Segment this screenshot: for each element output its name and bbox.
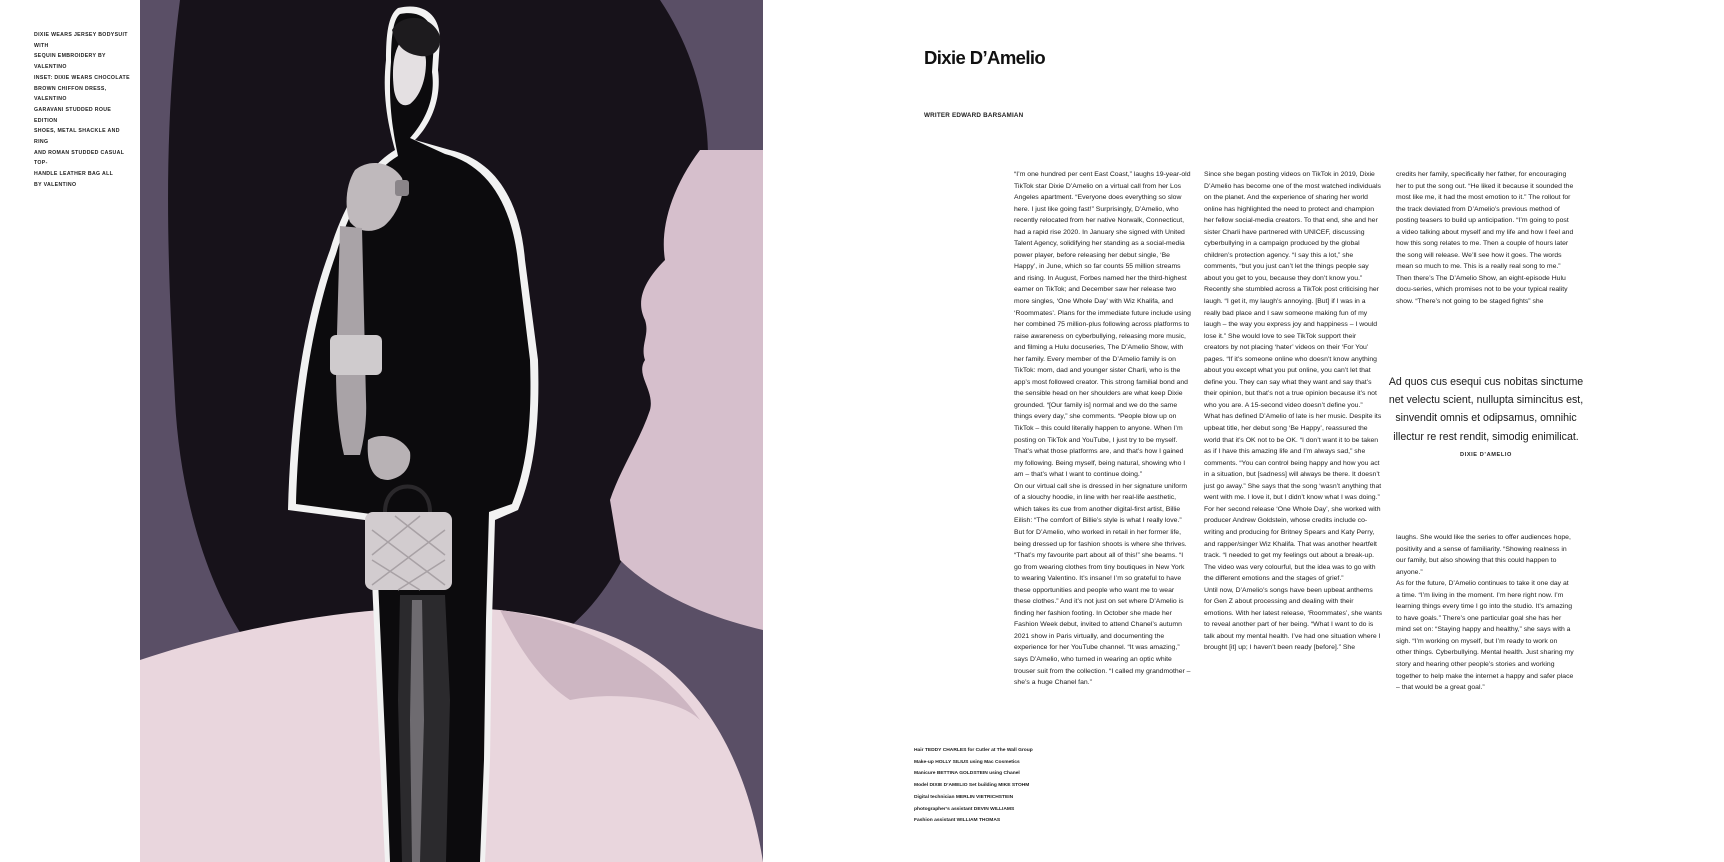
article-column-2 <box>1204 169 1382 654</box>
caption-line: DIXIE WEARS JERSEY BODYSUIT WITH <box>34 32 128 49</box>
caption-line: SHOES, METAL SHACKLE AND RING <box>34 128 120 146</box>
pull-quote-attribution: DIXIE D’AMELIO <box>1460 451 1512 458</box>
figure-ring <box>395 180 409 196</box>
pull-quote <box>1386 373 1586 458</box>
right-page <box>862 0 1724 862</box>
figure-legs <box>398 595 450 862</box>
article-paragraph: What has defined D’Amelio of late is her music. Despite its upbeat title, her debut song ‘Be Happy’, reassured the world that it’s OK not to be OK. “I don’t want it to be taken as if I have this amazing life and I’m always sad,” she comments. “You can control being happy and how you act in a situation, but [sadness] will always be there. It doesn’t just go away.” She says that the song ‘wasn’t anything that went with me. I love it, but I didn’t know what I was doing.” For her second release ‘One Whole Day’, she worked with producer Andrew Goldstein, whose credits include co-writing and producing for Britney Spears and Katy Perry, and rapper/singer Wiz Khalifa. That was another heartfelt track. “I needed to get my feelings out about a break-up. The video was very colourful, but the idea was to go with the different emotions and the stages of grief.” <box>1204 413 1382 583</box>
article-paragraph: On our virtual call she is dressed in her signature uniform of a slouchy hoodie, in line with her real-life aesthetic, which takes its cue from another digital-first artist, Billie Eilish: “The comfort of Billie’s style is what I really love.” But for D’Amelio, who worked in retail in her former life, being dressed up for fashion shoots is where she thrives. “That’s my favourite part about all of this!” she beams. “I go from wearing clothes from tiny boutiques in New York to wearing Valentino. It’s insane! I’m so grateful to have these opportunities and people who want me to wear these clothes.” And it’s not just on set where D’Amelio is finding her fashion footing. In October she made her Fashion Week debut, invited to attend Chanel’s autumn 2021 show in Paris virtually, and documenting the experience for her YouTube channel. “It was amazing,” says D’Amelio, who turned in wearing an optic white trouser suit from the collection. “I called my grandmother – she’s a huge Chanel fan.” <box>1014 482 1191 687</box>
team-credit-line: Manicure BETTINA GOLDSTEIN using Chanel <box>914 771 1020 777</box>
team-credit-line: Hair TEDDY CHARLES for Cutler at The Wall Group <box>914 748 1033 753</box>
article-column-3-bottom <box>1396 532 1574 694</box>
article-paragraph: As for the future, D’Amelio continues to take it one day at a time. “I’m living in the moment. I’m here right now. I’m learning things every time I go into the studio. It’s amazing to have goals.” There’s one particular goal she has her mind set on: “Staying happy and healthy,” she says with a sigh. “I’m working on myself, but I’m ready to work on other things. Cyberbullying. Mental health. Just sharing my story and hearing other people’s stories and working together to help make the internet a happy and safer place – that would be a great goal.” <box>1396 580 1574 692</box>
article-byline: WRITER EDWARD BARSAMIAN <box>924 112 1024 119</box>
team-credit-line: Make-up HOLLY SILIUS using Mac Cosmetics <box>914 759 1020 765</box>
caption-line: BROWN CHIFFON DRESS, VALENTINO <box>34 85 107 103</box>
caption-line: INSET: DIXIE WEARS CHOCOLATE <box>34 74 130 81</box>
article-paragraph: Since she began posting videos on TikTok in 2019, Dixie D’Amelio has become one of the most watched individuals on the planet. And the experience of sharing her world online has highlighted the need to protect and champion her fellow social-media creators. To that end, she and her sister Charli have partnered with UNICEF, discussing cyberbullying in a campaign produced by the global children’s protection agency. “I say this a lot,” she comments, “but you just can’t let the things people say about you get to you, because they don’t know you.” Recently she stumbled across a TikTok post criticising her laugh. “I get it, my laugh’s annoying. [But] if I was in a really bad place and I saw someone making fun of my laugh – the way you express joy and happiness – I would lose it.” She would love to see TikTok support their creators by not placing ‘hater’ videos on their ‘For You’ pages. “If it’s someone online who doesn’t know anything about you except what you put online, you can’t let that define you. They can say what they want and say that’s their opinion, but that’s not a true opinion because it’s not who you are. A 15-second video doesn’t define you.” <box>1204 171 1381 409</box>
article-headline: Dixie D’Amelio <box>924 47 1046 68</box>
article-paragraph: “I’m one hundred per cent East Coast,” laughs 19-year-old TikTok star Dixie D’Amelio on a virtual call from her Los Angeles apartment. “Everyone does everything so slow here. I just like going fast!” Surprisingly, D’Amelio, who recently relocated from her native Norwalk, Connecticut, had a rapid rise 2020. In January she signed with United Talent Agency, solidifying her standing as a social-media power player, before releasing her debut single, ‘Be Happy’, in June, which so far counts 55 million streams and rising. In August, Forbes named her the third-highest earner on TikTok; and December saw her release two more singles, ‘One Whole Day’ with Wiz Khalifa, and ‘Roommates’. Plans for the immediate future include using her combined 75 million-plus following across platforms to raise awareness on cyberbullying, releasing more music, and filming a Hulu docuseries, The D’Amelio Show, with her family. Every member of the D’Amelio family is on TikTok: mom, dad and younger sister Charli, who is the app’s most followed creator. This strong familial bond and the sensible head on her shoulders are what keep Dixie grounded. “[Our family is] normal and we do the same things every day,” she comments. “People blow up on TikTok – this could literally happen to anyone. When I’m posting on TikTok and YouTube, I just try to be myself. That’s what those platforms are, and that’s how I gained my following. Being myself, being natural, showing who I am – that’s what I want to continue doing.” <box>1014 171 1191 479</box>
caption-line: AND ROMAN STUDDED CASUAL TOP- <box>34 149 125 167</box>
team-credit-line: Digital technician MERLIN VIETRICHSTEIN <box>914 794 1014 800</box>
caption-line: GARAVANI STUDDED ROUE EDITION <box>34 106 112 124</box>
fashion-credit-caption <box>34 30 132 191</box>
team-credit-line: photographer’s assistant DEVIN WILLIAMS <box>914 806 1015 812</box>
figure-cuff <box>330 335 382 375</box>
article-paragraph: laughs. She would like the series to offer audiences hope, positivity and a sense of familiarity. “Showing realness in our family, but also showing that this could happen to anyone.” <box>1396 534 1571 576</box>
article-column-1 <box>1014 169 1192 689</box>
caption-line: HANDLE LEATHER BAG ALL <box>34 171 114 178</box>
team-credit-line: Fashion assistant WILLIAM THOMAS <box>914 818 1001 824</box>
collage-illustration <box>140 0 763 862</box>
article-paragraph: Until now, D’Amelio’s songs have been upbeat anthems for Gen Z about processing and dealing with their emotions. With her latest release, ‘Roommates’, she wants to reveal another part of her being. “What I want to do is talk about my mental health. I’ve had one situation where I brought [it] up; I haven’t been ready [before].” She <box>1204 586 1383 652</box>
pull-quote-text: Ad quos cus esequi cus nobitas sinctume net velectu scient, nullupta simincitus est, sinvendit omnis et odipsamus, omnihic illectur re rest rendit, simodig enimilicat. <box>1388 376 1584 443</box>
caption-line: BY VALENTINO <box>34 181 77 188</box>
article-paragraph: credits her family, specifically her father, for encouraging her to put the song out. “He liked it because it sounded the most like me, it had the most emotion to it.” The rollout for the track deviated from D’Amelio’s previous method of posting teasers to build up anticipation. “I’m going to post a video talking about myself and my life and how I feel and how this song relates to me. Then a couple of hours later the song will release. We’ll see how it goes. The words mean so much to me. This is a really real song to me.” <box>1396 171 1574 271</box>
article-paragraph: Then there’s The D’Amelio Show, an eight-episode Hulu docu-series, which promises not to be your typical reality show. “There’s not going to be staged fights” she <box>1396 274 1568 306</box>
team-credit-line: Model DIXIE D’AMELIO Set building MIKE STOHM <box>914 783 1030 789</box>
collage-photo <box>140 0 763 862</box>
caption-line: SEQUIN EMBROIDERY BY VALENTINO <box>34 53 106 71</box>
article-column-3-top <box>1396 169 1574 308</box>
team-credits <box>914 745 1064 827</box>
